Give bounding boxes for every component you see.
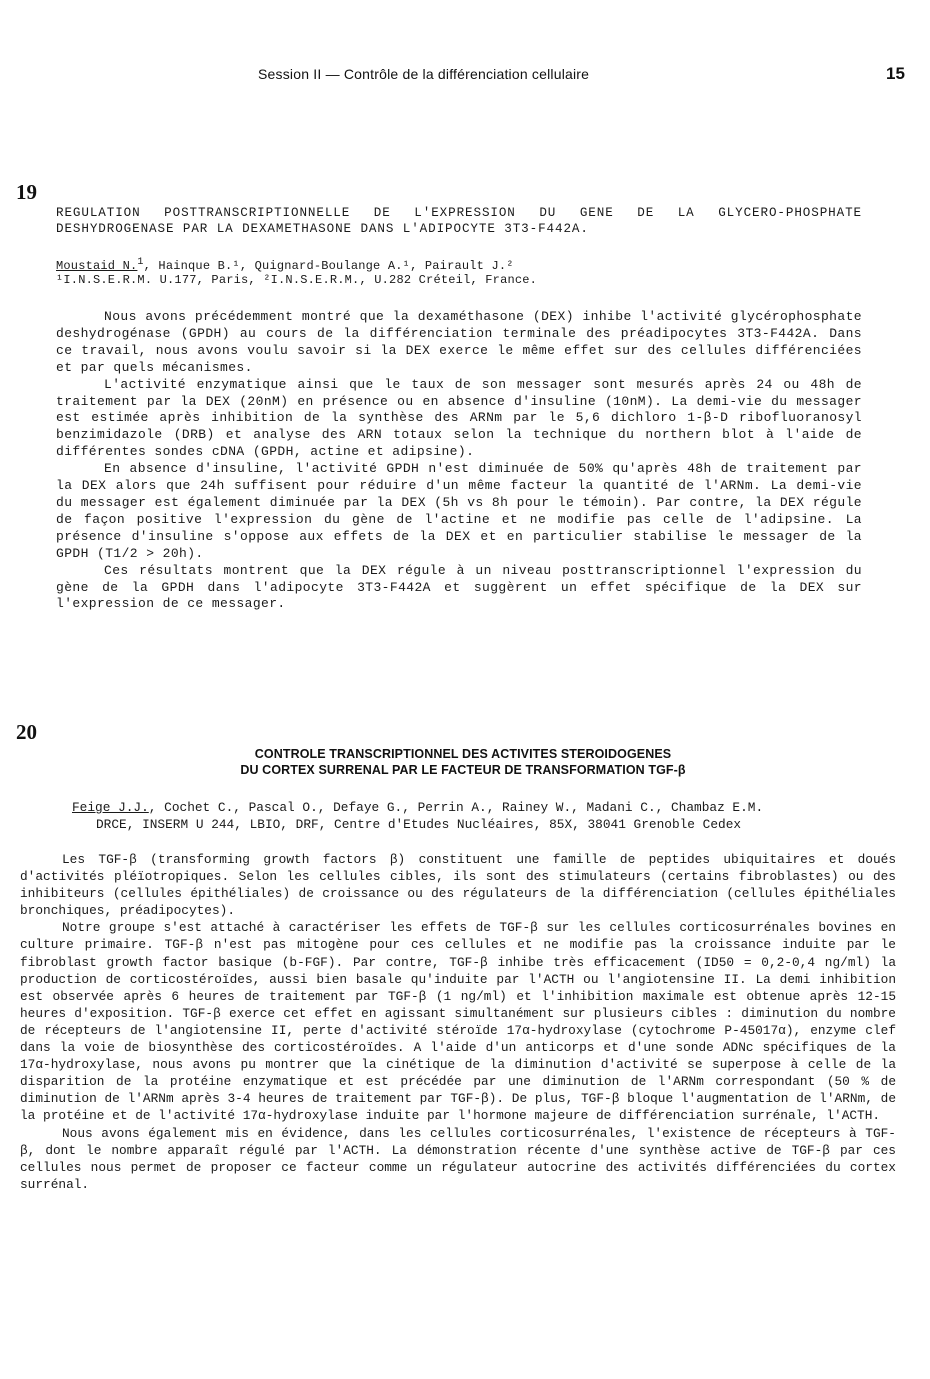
abstract-body [20,851,896,1193]
paragraph: Notre groupe s'est attaché à caractériser les effets de TGF-β sur les cellules corticosurrénales bovines en culture primaire. TGF-β n'est pas mitogène pour ces cellules et ne modifie pas la croissance induite par le fibroblast growth factor basique (b-FGF). Par contre, TGF-β inhibe très efficacement (ID50 = 0,2-0,4 ng/ml) la production de corticostéroïdes, aussi bien basale qu'induite par l'ACTH ou l'angiotensine II. La demi inhibition est observée après 6 heures de traitement par TGF-β (1 ng/ml) et l'inhibition maximale est obtenue après 12-15 heures d'exposition. TGF-β exerce cet effet en agissant simultanément sur plusieurs cibles : diminution du nombre de récepteurs de l'angiotensine II, perte d'activité stéroïde 17α-hydroxylase (cytochrome P-45017α), enzyme clef dans la voie de biosynthèse des corticostéroïdes. A l'aide d'un anticorps et d'une sonde ADNc spécifiques de la 17α-hydroxylase, nous avons pu montrer que la cinétique de la diminution d'activité se superpose à celle de la disparition de la protéine enzymatique et est précédée par une diminution de l'ARNm correspondant (50 % de diminution de l'ARNm après 3-4 heures de traitement par TGF-β). De plus, TGF-β bloque l'augmentation de l'ARNm, de la protéine et de l'activité 17α-hydroxylase induite par l'hormone majeure de différenciation surrénale, l'ACTH. [20,920,896,1124]
title-line: CONTROLE TRANSCRIPTIONNEL DES ACTIVITES STEROIDOGENES [254,747,672,761]
coauthors: , Cochet C., Pascal O., Defaye G., Perrin A., Rainey W., Madani C., Chambaz E.M. [148,800,764,815]
abstract-body [56,309,862,613]
abstract-number: 20 [16,720,37,744]
author-list [72,800,862,816]
page-number: 15 [886,64,905,83]
paragraph: Ces résultats montrent que la DEX régule à un niveau posttranscriptionnel l'expression du gène de la GPDH dans l'adipocyte 3T3-F442A et suggèrent un effet spécifique de la DEX sur l'expression de ce messager. [56,562,862,612]
abstract-title [60,746,866,778]
abstract-number: 19 [16,180,37,204]
affiliation-marker: 1 [137,257,144,268]
title-line: DU CORTEX SURRENAL PAR LE FACTEUR DE TRANSFORMATION TGF-β [240,763,686,777]
paragraph: Nous avons précédemment montré que la dexaméthasone (DEX) inhibe l'activité glycérophosphate deshydrogénase (GPDH) au cours de la différenciation terminale des préadipocytes 3T3-F442A. Dans ce travail, nous avons voulu savoir si la DEX exerce le même effet sur des cellules différenciées et par quels mécanismes. [56,309,862,375]
running-title: Session II — Contrôle de la différenciation cellulaire [258,66,590,82]
affiliation: DRCE, INSERM U 244, LBIO, DRF, Centre d'Etudes Nucléaires, 85X, 38041 Grenoble Cedex [96,817,742,832]
paragraph: Nous avons également mis en évidence, dans les cellules corticosurrénales, l'existence de récepteurs à TGF-β, dont le nombre apparaît régulé par l'ACTH. La démonstration récente d'une synthèse active de TGF-β par ces cellules nous permet de proposer ce facteur comme un régulateur autocrine des activités différenciées du cortex surrénal. [20,1125,896,1192]
paragraph: En absence d'insuline, l'activité GPDH n'est diminuée de 50% qu'après 48h de traitement par la DEX alors que 24h suffisent pour réduire d'un même facteur la quantité de l'ARNm. La demi-vie du messager est également diminuée par la DEX (5h vs 8h pour le témoin). Par contre, la DEX régule de façon positive l'expression du gène de l'actine et ne modifie pas celle de l'adipsine. La présence d'insuline s'oppose aux effets de la DEX et en particulier stabilise le messager de la GPDH (T1/2 > 20h). [56,461,862,561]
abstract-title: REGULATION POSTTRANSCRIPTIONNELLE DE L'EXPRESSION DU GENE DE LA GLYCERO-PHOSPHATE DESHYDROGENASE PAR LA DEXAMETHASONE DANS L'ADIPOCYTE 3T3-F442A. [56,206,862,236]
paragraph: Les TGF-β (transforming growth factors β) constituent une famille de peptides ubiquitaires et doués d'activités pléïotropiques. Selon les cellules cibles, ils sont des stimulateurs (certains fibroblastes) ou des inhibiteurs (cellules épithéliales) de croissance ou des régulateurs de la différenciation (cellules épithéliales bronchiques, préadipocytes). [20,852,896,919]
paragraph: L'activité enzymatique ainsi que le taux de son messager sont mesurés après 24 ou 48h de traitement par la DEX (20nM) en présence ou en absence d'insuline (10nM). La demi-vie du messager est estimée après inhibition de la synthèse des ARNm par le 5,6 dichloro 1-β-D ribofluoranosyl benzimidazole (DRB) et analyse des ARN totaux selon la technique du northern blot à l'aide de différentes sondes cDNA (GPDH, actine et adipsine). [56,376,862,460]
first-author: Feige J.J. [72,800,149,815]
coauthors: , Hainque B.¹, Quignard-Boulange A.¹, Pairault J.² [143,259,514,273]
affiliation: ¹I.N.S.E.R.M. U.177, Paris, ²I.N.S.E.R.M., U.282 Créteil, France. [56,273,538,287]
first-author: Moustaid N. [56,259,138,273]
